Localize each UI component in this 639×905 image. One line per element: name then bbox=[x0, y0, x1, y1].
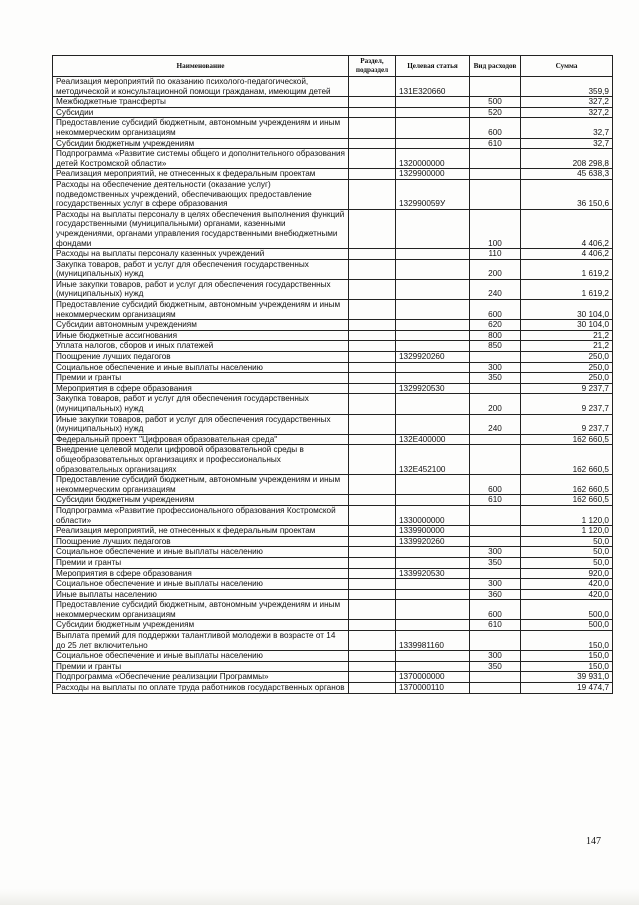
cell-expense-type: 300 bbox=[470, 547, 521, 558]
cell-expense-type: 300 bbox=[470, 362, 521, 373]
table-row bbox=[53, 505, 613, 525]
cell-expense-type bbox=[470, 434, 521, 445]
cell-expense-type bbox=[470, 536, 521, 547]
cell-target: 1339920530 bbox=[396, 568, 470, 579]
cell-amount: 50,0 bbox=[521, 557, 613, 568]
cell-amount: 150,0 bbox=[521, 661, 613, 672]
cell-name: Предоставление субсидий бюджетным, автономным учреждениям и иным некоммерческим организациям bbox=[53, 118, 349, 138]
cell-expense-type: 350 bbox=[470, 373, 521, 384]
table-row bbox=[53, 394, 613, 414]
cell-expense-type: 610 bbox=[470, 620, 521, 631]
cell-name: Субсидии бюджетным учреждениям bbox=[53, 620, 349, 631]
cell-target bbox=[396, 138, 470, 149]
cell-section bbox=[349, 536, 396, 547]
cell-target bbox=[396, 209, 470, 248]
cell-expense-type: 600 bbox=[470, 475, 521, 495]
cell-amount: 9 237,7 bbox=[521, 414, 613, 434]
cell-target bbox=[396, 373, 470, 384]
cell-amount: 250,0 bbox=[521, 362, 613, 373]
cell-expense-type bbox=[470, 445, 521, 475]
table-row bbox=[53, 651, 613, 662]
table-row bbox=[53, 557, 613, 568]
cell-section bbox=[349, 557, 396, 568]
cell-name: Субсидии бюджетным учреждениям bbox=[53, 495, 349, 506]
cell-target bbox=[396, 107, 470, 118]
table-row bbox=[53, 620, 613, 631]
page-number: 147 bbox=[586, 836, 601, 847]
header-amount: Сумма bbox=[521, 56, 613, 77]
cell-amount: 30 104,0 bbox=[521, 320, 613, 331]
header-name: Наименование bbox=[53, 56, 349, 77]
cell-expense-type: 100 bbox=[470, 209, 521, 248]
cell-name: Премии и гранты bbox=[53, 373, 349, 384]
cell-section bbox=[349, 414, 396, 434]
cell-target bbox=[396, 495, 470, 506]
cell-target bbox=[396, 394, 470, 414]
table-row bbox=[53, 352, 613, 363]
cell-expense-type: 200 bbox=[470, 394, 521, 414]
cell-amount: 250,0 bbox=[521, 373, 613, 384]
cell-amount: 162 660,5 bbox=[521, 495, 613, 506]
cell-section bbox=[349, 300, 396, 320]
cell-target: 1329920260 bbox=[396, 352, 470, 363]
table-row bbox=[53, 631, 613, 651]
table-row bbox=[53, 373, 613, 384]
table-row bbox=[53, 279, 613, 299]
cell-amount: 500,0 bbox=[521, 600, 613, 620]
cell-amount: 500,0 bbox=[521, 620, 613, 631]
cell-expense-type: 350 bbox=[470, 661, 521, 672]
cell-amount: 50,0 bbox=[521, 547, 613, 558]
cell-section bbox=[349, 259, 396, 279]
cell-target bbox=[396, 341, 470, 352]
table-row bbox=[53, 107, 613, 118]
cell-expense-type: 110 bbox=[470, 249, 521, 260]
cell-expense-type: 500 bbox=[470, 97, 521, 108]
table-row bbox=[53, 589, 613, 600]
cell-expense-type: 200 bbox=[470, 259, 521, 279]
cell-expense-type: 240 bbox=[470, 414, 521, 434]
cell-name: Расходы на выплаты по оплате труда работников государственных органов bbox=[53, 683, 349, 694]
cell-amount: 50,0 bbox=[521, 536, 613, 547]
cell-section bbox=[349, 672, 396, 683]
cell-section bbox=[349, 505, 396, 525]
cell-target: 1329900000 bbox=[396, 169, 470, 180]
cell-expense-type: 300 bbox=[470, 651, 521, 662]
cell-target bbox=[396, 320, 470, 331]
cell-name: Поощрение лучших педагогов bbox=[53, 536, 349, 547]
cell-expense-type: 600 bbox=[470, 300, 521, 320]
table-row bbox=[53, 149, 613, 169]
cell-section bbox=[349, 495, 396, 506]
cell-target: 1339981160 bbox=[396, 631, 470, 651]
cell-section bbox=[349, 118, 396, 138]
table-row bbox=[53, 495, 613, 506]
cell-expense-type bbox=[470, 169, 521, 180]
cell-name: Реализация мероприятий по оказанию психолого-педагогической, методической и консультационной помощи гражданам, имеющим детей bbox=[53, 77, 349, 97]
cell-expense-type: 800 bbox=[470, 330, 521, 341]
cell-name: Расходы на выплаты персоналу в целях обеспечения выполнения функций государственными (муниципальными) органами, казенными учреждениями, органами управления государственными внебюджетными фондами bbox=[53, 209, 349, 248]
cell-section bbox=[349, 352, 396, 363]
cell-section bbox=[349, 330, 396, 341]
cell-amount: 1 120,0 bbox=[521, 526, 613, 537]
cell-amount: 21,2 bbox=[521, 330, 613, 341]
table-row bbox=[53, 661, 613, 672]
cell-name: Премии и гранты bbox=[53, 557, 349, 568]
cell-expense-type bbox=[470, 672, 521, 683]
table-row bbox=[53, 259, 613, 279]
table-row bbox=[53, 249, 613, 260]
cell-name: Социальное обеспечение и иные выплаты населению bbox=[53, 362, 349, 373]
cell-amount: 32,7 bbox=[521, 118, 613, 138]
cell-name: Мероприятия в сфере образования bbox=[53, 568, 349, 579]
table-row bbox=[53, 414, 613, 434]
cell-section bbox=[349, 209, 396, 248]
table-row bbox=[53, 97, 613, 108]
cell-section bbox=[349, 589, 396, 600]
table-row bbox=[53, 600, 613, 620]
cell-expense-type: 600 bbox=[470, 600, 521, 620]
table-row bbox=[53, 683, 613, 694]
cell-expense-type bbox=[470, 631, 521, 651]
cell-amount: 1 619,2 bbox=[521, 259, 613, 279]
cell-name: Предоставление субсидий бюджетным, автономным учреждениям и иным некоммерческим организациям bbox=[53, 300, 349, 320]
cell-expense-type bbox=[470, 568, 521, 579]
cell-amount: 250,0 bbox=[521, 352, 613, 363]
cell-target: 1370000000 bbox=[396, 672, 470, 683]
table-row bbox=[53, 475, 613, 495]
cell-name: Подпрограмма «Развитие профессионального образования Костромской области» bbox=[53, 505, 349, 525]
table-row bbox=[53, 445, 613, 475]
cell-target: 131E320660 bbox=[396, 77, 470, 97]
cell-amount: 420,0 bbox=[521, 589, 613, 600]
cell-section bbox=[349, 107, 396, 118]
cell-amount: 420,0 bbox=[521, 579, 613, 590]
cell-expense-type: 610 bbox=[470, 138, 521, 149]
cell-section bbox=[349, 631, 396, 651]
cell-expense-type bbox=[470, 683, 521, 694]
cell-amount: 920,0 bbox=[521, 568, 613, 579]
cell-target bbox=[396, 414, 470, 434]
cell-section bbox=[349, 179, 396, 209]
cell-section bbox=[349, 600, 396, 620]
cell-name: Уплата налогов, сборов и иных платежей bbox=[53, 341, 349, 352]
table-row bbox=[53, 579, 613, 590]
cell-target bbox=[396, 557, 470, 568]
table-row bbox=[53, 526, 613, 537]
table-row bbox=[53, 568, 613, 579]
header-expense-type: Вид расходов bbox=[470, 56, 521, 77]
cell-amount: 208 298,8 bbox=[521, 149, 613, 169]
cell-amount: 39 931,0 bbox=[521, 672, 613, 683]
cell-section bbox=[349, 169, 396, 180]
table-row bbox=[53, 341, 613, 352]
table-row bbox=[53, 672, 613, 683]
cell-name: Субсидии автономным учреждениям bbox=[53, 320, 349, 331]
table-row bbox=[53, 320, 613, 331]
cell-target: 132990059У bbox=[396, 179, 470, 209]
cell-expense-type bbox=[470, 505, 521, 525]
cell-section bbox=[349, 373, 396, 384]
table-row bbox=[53, 536, 613, 547]
cell-name: Иные бюджетные ассигнования bbox=[53, 330, 349, 341]
table-row bbox=[53, 362, 613, 373]
cell-amount: 359,9 bbox=[521, 77, 613, 97]
cell-section bbox=[349, 341, 396, 352]
cell-amount: 36 150,6 bbox=[521, 179, 613, 209]
cell-section bbox=[349, 445, 396, 475]
cell-name: Иные закупки товаров, работ и услуг для обеспечения государственных (муниципальных) нужд bbox=[53, 414, 349, 434]
cell-target bbox=[396, 97, 470, 108]
cell-target: 1339900000 bbox=[396, 526, 470, 537]
cell-name: Реализация мероприятий, не отнесенных к федеральным проектам bbox=[53, 169, 349, 180]
cell-name: Поощрение лучших педагогов bbox=[53, 352, 349, 363]
cell-expense-type: 620 bbox=[470, 320, 521, 331]
table-row bbox=[53, 434, 613, 445]
cell-name: Социальное обеспечение и иные выплаты населению bbox=[53, 651, 349, 662]
cell-expense-type bbox=[470, 77, 521, 97]
table-row bbox=[53, 169, 613, 180]
cell-target: 1329920530 bbox=[396, 383, 470, 394]
cell-section bbox=[349, 279, 396, 299]
cell-amount: 162 660,5 bbox=[521, 445, 613, 475]
cell-target bbox=[396, 362, 470, 373]
cell-expense-type: 240 bbox=[470, 279, 521, 299]
cell-amount: 9 237,7 bbox=[521, 383, 613, 394]
cell-expense-type bbox=[470, 352, 521, 363]
cell-target: 1339920260 bbox=[396, 536, 470, 547]
cell-target bbox=[396, 547, 470, 558]
cell-name: Субсидии бюджетным учреждениям bbox=[53, 138, 349, 149]
cell-name: Мероприятия в сфере образования bbox=[53, 383, 349, 394]
cell-amount: 162 660,5 bbox=[521, 434, 613, 445]
cell-expense-type: 360 bbox=[470, 589, 521, 600]
cell-amount: 327,2 bbox=[521, 97, 613, 108]
cell-target bbox=[396, 118, 470, 138]
cell-section bbox=[349, 547, 396, 558]
cell-target bbox=[396, 661, 470, 672]
cell-section bbox=[349, 683, 396, 694]
table-header-row bbox=[53, 56, 613, 77]
cell-name: Выплата премий для поддержки талантливой молодежи в возрасте от 14 до 25 лет включительно bbox=[53, 631, 349, 651]
cell-expense-type bbox=[470, 383, 521, 394]
cell-section bbox=[349, 249, 396, 260]
cell-name: Межбюджетные трансферты bbox=[53, 97, 349, 108]
table-row bbox=[53, 300, 613, 320]
cell-amount: 1 120,0 bbox=[521, 505, 613, 525]
cell-target bbox=[396, 300, 470, 320]
cell-name: Иные закупки товаров, работ и услуг для обеспечения государственных (муниципальных) нужд bbox=[53, 279, 349, 299]
cell-target bbox=[396, 249, 470, 260]
header-section: Раздел, подраздел bbox=[349, 56, 396, 77]
table-row bbox=[53, 330, 613, 341]
cell-name: Социальное обеспечение и иные выплаты населению bbox=[53, 547, 349, 558]
cell-name: Предоставление субсидий бюджетным, автономным учреждениям и иным некоммерческим организациям bbox=[53, 600, 349, 620]
cell-target bbox=[396, 620, 470, 631]
cell-amount: 162 660,5 bbox=[521, 475, 613, 495]
cell-name: Закупка товаров, работ и услуг для обеспечения государственных (муниципальных) нужд bbox=[53, 394, 349, 414]
cell-amount: 150,0 bbox=[521, 631, 613, 651]
budget-table bbox=[52, 55, 613, 694]
cell-expense-type bbox=[470, 526, 521, 537]
cell-section bbox=[349, 661, 396, 672]
cell-name: Социальное обеспечение и иные выплаты населению bbox=[53, 579, 349, 590]
cell-section bbox=[349, 620, 396, 631]
cell-name: Субсидии bbox=[53, 107, 349, 118]
cell-name: Подпрограмма «Обеспечение реализации Программы» bbox=[53, 672, 349, 683]
cell-section bbox=[349, 77, 396, 97]
cell-target bbox=[396, 579, 470, 590]
cell-target bbox=[396, 330, 470, 341]
cell-amount: 150,0 bbox=[521, 651, 613, 662]
cell-name: Закупка товаров, работ и услуг для обеспечения государственных (муниципальных) нужд bbox=[53, 259, 349, 279]
table-row bbox=[53, 209, 613, 248]
header-target: Целевая статья bbox=[396, 56, 470, 77]
table-row bbox=[53, 118, 613, 138]
cell-amount: 30 104,0 bbox=[521, 300, 613, 320]
cell-expense-type: 350 bbox=[470, 557, 521, 568]
cell-amount: 327,2 bbox=[521, 107, 613, 118]
cell-section bbox=[349, 97, 396, 108]
table-row bbox=[53, 77, 613, 97]
cell-name: Предоставление субсидий бюджетным, автономным учреждениям и иным некоммерческим организациям bbox=[53, 475, 349, 495]
cell-expense-type: 600 bbox=[470, 118, 521, 138]
table-row bbox=[53, 179, 613, 209]
cell-amount: 45 638,3 bbox=[521, 169, 613, 180]
table-row bbox=[53, 138, 613, 149]
cell-amount: 19 474,7 bbox=[521, 683, 613, 694]
scan-edge bbox=[0, 889, 639, 905]
cell-name: Расходы на выплаты персоналу казенных учреждений bbox=[53, 249, 349, 260]
cell-amount: 9 237,7 bbox=[521, 394, 613, 414]
cell-target bbox=[396, 259, 470, 279]
cell-name: Подпрограмма «Развитие системы общего и дополнительного образования детей Костромской области» bbox=[53, 149, 349, 169]
cell-section bbox=[349, 394, 396, 414]
cell-amount: 4 406,2 bbox=[521, 249, 613, 260]
cell-name: Федеральный проект "Цифровая образовательная среда" bbox=[53, 434, 349, 445]
cell-section bbox=[349, 383, 396, 394]
cell-expense-type: 300 bbox=[470, 579, 521, 590]
cell-target: 132E452100 bbox=[396, 445, 470, 475]
cell-expense-type: 850 bbox=[470, 341, 521, 352]
cell-amount: 32,7 bbox=[521, 138, 613, 149]
cell-target bbox=[396, 651, 470, 662]
cell-name: Премии и гранты bbox=[53, 661, 349, 672]
cell-section bbox=[349, 651, 396, 662]
cell-target: 132E400000 bbox=[396, 434, 470, 445]
cell-section bbox=[349, 475, 396, 495]
cell-section bbox=[349, 320, 396, 331]
table-row bbox=[53, 547, 613, 558]
cell-name: Иные выплаты населению bbox=[53, 589, 349, 600]
cell-name: Внедрение целевой модели цифровой образовательной среды в общеобразовательных организациях и профессиональных образовательных организациях bbox=[53, 445, 349, 475]
cell-target: 1370000110 bbox=[396, 683, 470, 694]
cell-target bbox=[396, 279, 470, 299]
cell-name: Расходы на обеспечение деятельности (оказание услуг) подведомственных учреждений, обеспечивающих предоставление государственных услуг в сфере образования bbox=[53, 179, 349, 209]
cell-expense-type bbox=[470, 179, 521, 209]
cell-amount: 1 619,2 bbox=[521, 279, 613, 299]
cell-name: Реализация мероприятий, не отнесенных к федеральным проектам bbox=[53, 526, 349, 537]
cell-target: 1320000000 bbox=[396, 149, 470, 169]
cell-section bbox=[349, 149, 396, 169]
cell-target bbox=[396, 600, 470, 620]
cell-section bbox=[349, 138, 396, 149]
cell-expense-type: 610 bbox=[470, 495, 521, 506]
cell-target bbox=[396, 589, 470, 600]
cell-section bbox=[349, 526, 396, 537]
cell-amount: 4 406,2 bbox=[521, 209, 613, 248]
cell-section bbox=[349, 568, 396, 579]
cell-section bbox=[349, 362, 396, 373]
cell-section bbox=[349, 434, 396, 445]
cell-section bbox=[349, 579, 396, 590]
cell-expense-type: 520 bbox=[470, 107, 521, 118]
cell-target bbox=[396, 475, 470, 495]
cell-expense-type bbox=[470, 149, 521, 169]
table-row bbox=[53, 383, 613, 394]
cell-target: 1330000000 bbox=[396, 505, 470, 525]
table-body bbox=[53, 77, 613, 694]
cell-amount: 21,2 bbox=[521, 341, 613, 352]
